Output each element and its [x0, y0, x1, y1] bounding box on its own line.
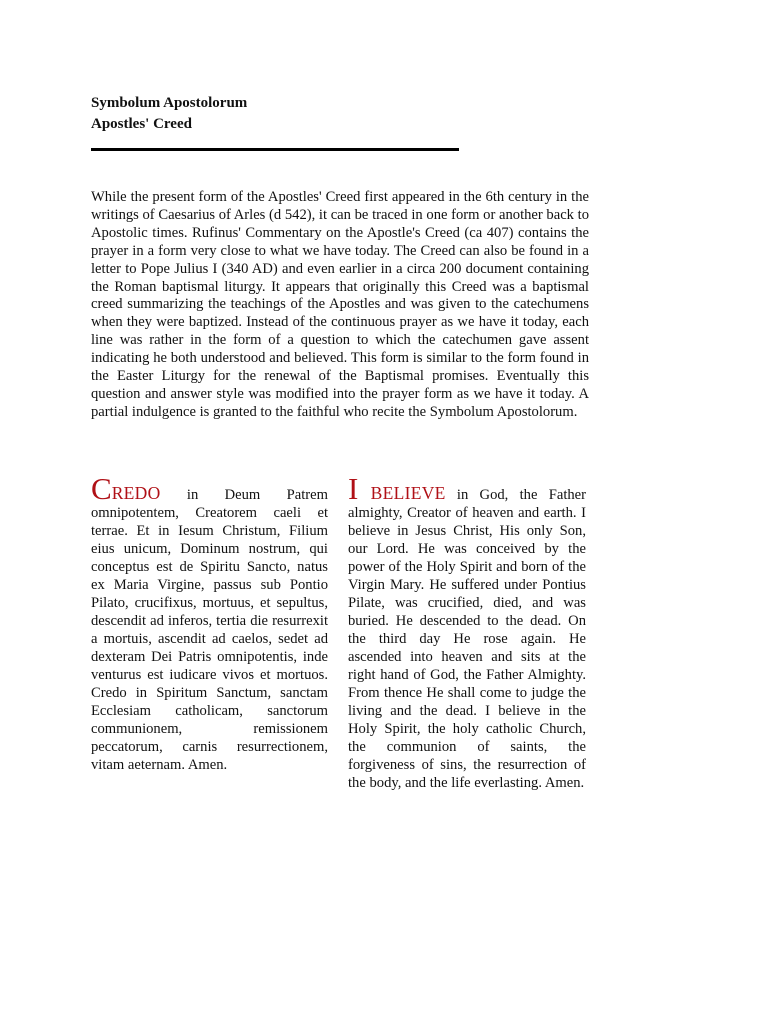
title-block	[91, 93, 247, 135]
english-creed-text: in God, the Father almighty, Creator of heaven and earth. I believe in Jesus Christ, His only Son, our Lord. He was conceived by the power of the Holy Spirit and born of the Virgin Mary. He suffered under Pontius Pilate, was crucified, died, and was buried. He descended to the dead. On the third day He rose again. He ascended into heaven and sits at the right hand of God, the Father Almighty. From thence He shall come to judge the living and the dead. I believe in the Holy Spirit, the holy catholic Church, the communion of saints, the forgiveness of sins, the resurrection of the body, and the life everlasting. Amen.	[348, 487, 587, 791]
latin-creed-text: in Deum Patrem omnipotentem, Creatorem caeli et terrae. Et in Iesum Christum, Filium eius unicum, Dominum nostrum, qui conceptus est de Spiritu Sancto, natus ex Maria Virgine, passus sub Pontio Pilato, crucifixus, mortuus, et sepultus, descendit ad inferos, tertia die resurrexit a mortuis, ascendit ad caelos, sedet ad dexteram Dei Patris omnipotentis, inde venturus est iudicare vivos et mortuos. Credo in Spiritum Sanctum, sanctam Ecclesiam catholicam, sanctorum communionem, remissionem peccatorum, carnis resurrectionem, vitam aeternam. Amen.	[91, 487, 328, 773]
latin-creed-column	[91, 471, 328, 774]
english-creed-column	[348, 471, 587, 792]
title-divider	[91, 148, 459, 151]
latin-title: Symbolum Apostolorum	[91, 95, 248, 111]
latin-lead-word: REDO	[111, 483, 161, 503]
english-drop-cap: I	[348, 471, 359, 506]
english-lead-word: BELIEVE	[358, 483, 446, 503]
intro-paragraph: While the present form of the Apostles' Creed first appeared in the 6th century in the writings of Caesarius of Arles (d 542), it can be traced in one form or another back to Apostolic times. Rufinus' Commentary on the Apostle's Creed (ca 407) contains the prayer in a form very close to what we have today. The Creed can also be found in a letter to Pope Julius I (340 AD) and even earlier in a circa 200 document containing the Roman baptismal liturgy. It appears that originally this Creed was a baptismal creed summarizing the teachings of the Apostles and was given to the catechumens when they were baptized. Instead of the continuous prayer as we have it today, each line was rather in the form of a question to which the catechumen gave assent indicating he both understood and believed. This form is similar to the form found in the Easter Liturgy for the renewal of the Baptismal promises. Eventually this question and answer style was modified into the prayer form as we have it today. A partial indulgence is granted to the faithful who recite the Symbolum Apostolorum.	[91, 189, 589, 420]
english-title: Apostles' Creed	[91, 116, 192, 132]
latin-drop-cap: C	[91, 471, 112, 506]
